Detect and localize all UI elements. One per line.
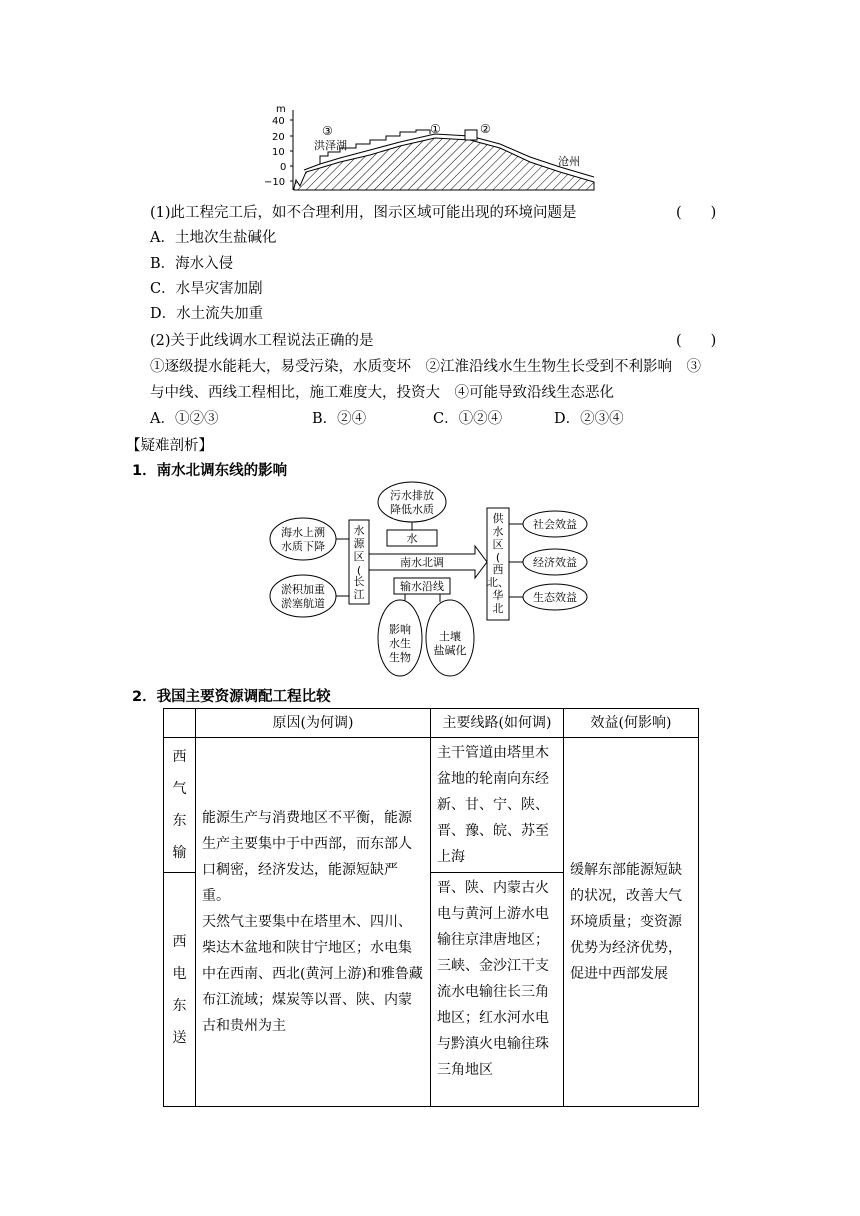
q1-stem: (1)此工程完工后，如不合理利用，图示区域可能出现的环境问题是: [150, 205, 577, 221]
source-box-char: 水: [353, 524, 365, 537]
lake-label: 洪泽湖: [314, 139, 347, 152]
target-box-char: 供: [492, 512, 504, 525]
source-box-char: 源: [353, 537, 365, 550]
ellipse-sewage-line1: 污水排放: [390, 489, 434, 502]
target-box-char: 北: [492, 602, 504, 615]
terrain-profile-figure: [260, 100, 605, 195]
q2-statement-line2: 与中线、西线工程相比，施工难度大，投资大 ④可能导致沿线生态恶化: [150, 385, 614, 401]
source-box-char: 区: [353, 550, 365, 563]
marker-3: ③: [322, 124, 333, 138]
reason-cell: [196, 738, 431, 1107]
y-tick-label: −10: [264, 177, 286, 188]
ellipse-sewage-line2: 降低水质: [390, 503, 434, 516]
source-box-char: (: [356, 564, 362, 577]
ellipse-siltation-line1: 淤积加重: [281, 583, 325, 596]
table-header-cell: 原因(为何调): [196, 709, 431, 738]
ellipse-social-benefit-label: 社会效益: [533, 518, 577, 531]
target-box-char: 华: [492, 589, 504, 602]
target-box-char: 区: [492, 538, 504, 551]
city-label: 沧州: [558, 155, 580, 168]
water-box-label: 水: [406, 532, 418, 545]
project-cell-gas: [164, 738, 196, 873]
y-tick-label: 20: [272, 132, 285, 143]
project-name-power: 西电东送: [172, 933, 187, 1046]
source-box-char: 长: [353, 575, 365, 588]
ellipse-siltation: [270, 575, 336, 617]
pumping-station-block: [465, 130, 477, 140]
table-header-cell: 效益(何影响): [564, 709, 699, 738]
route-cell-gas: 主干管道由塔里木盆地的轮南向东经新、甘、宁、陕、晋、豫、皖、苏至上海: [431, 738, 564, 873]
q1-bracket: ( ): [676, 205, 717, 221]
table-header-row: [164, 709, 699, 738]
q1-option-c[interactable]: C．水旱灾害加剧: [150, 281, 263, 297]
ellipse-aquatic-line: 水生: [389, 637, 411, 650]
reason-text: 能源生产与消费地区不平衡，能源生产主要集中于中西部，而东部人口稠密，经济发达，能源短缺严重。: [202, 810, 412, 904]
ellipse-seawater-line1: 海水上溯: [281, 526, 325, 539]
target-box-char: (: [495, 551, 501, 564]
marker-1: ①: [430, 122, 441, 136]
q1-option-d[interactable]: D．水土流失加重: [150, 306, 264, 322]
ellipse-seawater: [270, 518, 336, 560]
target-box-char: 北、: [487, 576, 509, 589]
section-title: 【疑难剖析】: [126, 438, 213, 454]
source-box-char: 江: [353, 588, 365, 601]
ellipse-sewage: [378, 482, 446, 522]
table-row: [164, 738, 699, 873]
reason-text-2: 天然气主要集中在塔里木、四川、柴达木盆地和陕甘宁地区；水电集中在西南、西北(黄河上游)和雅鲁藏布江流域；煤炭等以晋、陕、内蒙古和贵州为主: [202, 914, 423, 1034]
q2-bracket: ( ): [676, 333, 717, 349]
table-header-cell: [164, 709, 196, 738]
target-box-char: 水: [492, 525, 504, 538]
q1-option-b[interactable]: B．海水入侵: [150, 256, 234, 272]
item2-title: 2．我国主要资源调配工程比较: [132, 689, 331, 705]
project-cell-power: [164, 873, 196, 1107]
y-tick-label: 10: [272, 147, 285, 158]
q2-statement-line1: ①逐级提水能耗大，易受污染，水质变坏 ②江淮沿线水生生物生长受到不利影响 ③: [150, 359, 701, 375]
y-unit-label: m: [276, 104, 286, 115]
q2-option-c[interactable]: C．①②④: [433, 411, 503, 427]
ellipse-salinization-line: 盐碱化: [433, 644, 467, 657]
ellipse-salinization-line: 土壤: [439, 630, 461, 643]
q2-option-d[interactable]: D．②③④: [554, 411, 624, 427]
ellipse-aquatic-line: 影响: [389, 623, 411, 636]
route-box-label: 输水沿线: [400, 580, 444, 593]
q2-option-b[interactable]: B．②④: [312, 411, 367, 427]
ellipse-seawater-line2: 水质下降: [281, 540, 325, 553]
ellipse-eco-benefit-label: 生态效益: [533, 591, 577, 604]
target-box-char: 西: [492, 563, 504, 576]
q1-option-a[interactable]: A．土地次生盐碱化: [150, 230, 277, 246]
benefit-cell: 缓解东部能源短缺的状况，改善大气环境质量；变资源优势为经济优势，促进中西部发展: [564, 738, 699, 1107]
y-tick-label: 0: [280, 162, 287, 173]
ellipse-aquatic-line: 生物: [389, 651, 411, 664]
route-cell-power: 晋、陕、内蒙古火电与黄河上游水电输往京津唐地区；三峡、金沙江干支流水电输往长三角地区；红水河水电与黔滇火电输往珠三角地区: [431, 873, 564, 1107]
arrow-label: 南水北调: [400, 556, 444, 569]
marker-2: ②: [480, 122, 491, 136]
ellipse-siltation-line2: 淤塞航道: [281, 597, 325, 610]
ellipse-economic-benefit-label: 经济效益: [533, 556, 577, 569]
q2-stem: (2)关于此线调水工程说法正确的是: [150, 333, 374, 349]
project-name-gas: 西气东输: [172, 749, 187, 861]
table-header-cell: 主要线路(如何调): [431, 709, 564, 738]
q2-option-a[interactable]: A．①②③: [150, 411, 219, 427]
impact-flow-diagram: [265, 478, 600, 680]
comparison-table: [163, 708, 699, 1107]
y-tick-label: 40: [272, 116, 285, 127]
item1-title: 1．南水北调东线的影响: [132, 463, 288, 479]
